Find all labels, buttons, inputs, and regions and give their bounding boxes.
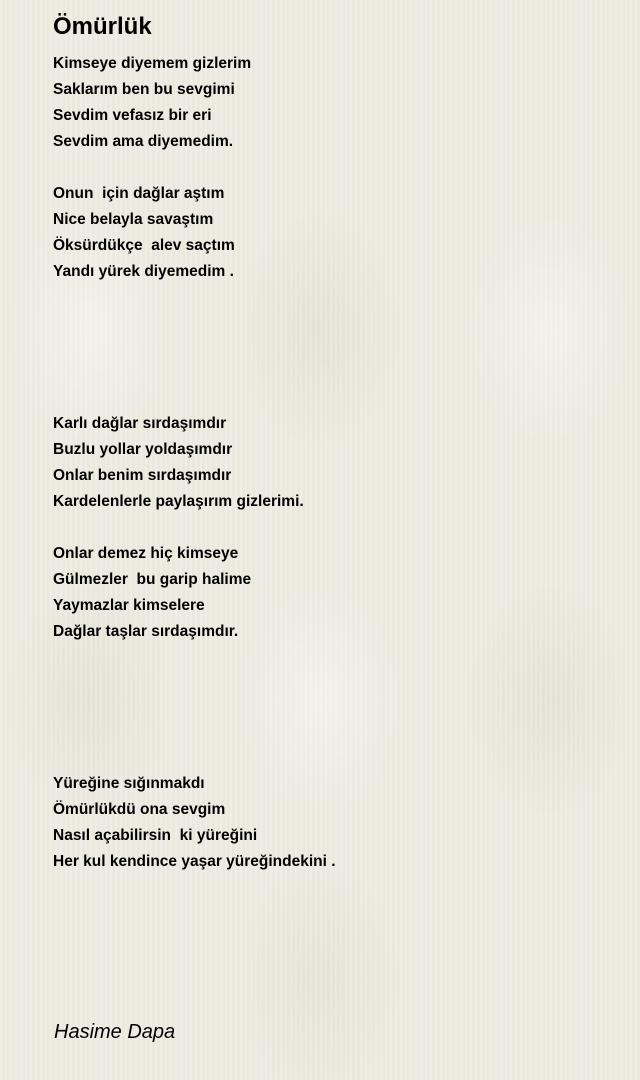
stanza <box>53 51 251 155</box>
poem-line: Ömürlükdü ona sevgim <box>53 801 226 818</box>
stanza <box>53 541 251 645</box>
poem-line: Saklarım ben bu sevgimi <box>53 81 235 98</box>
stanza <box>53 181 235 285</box>
poem-line: Onlar demez hiç kimseye <box>53 545 239 562</box>
poem-line: Sevdim vefasız bir eri <box>53 107 212 124</box>
poem-line: Her kul kendince yaşar yüreğindekini . <box>53 853 336 870</box>
poem-line: Buzlu yollar yoldaşımdır <box>53 441 233 458</box>
poem-line: Yaymazlar kimselere <box>53 597 205 614</box>
poem-line: Karlı dağlar sırdaşımdır <box>53 415 227 432</box>
poem-line: Yandı yürek diyemedim . <box>53 263 234 280</box>
poem-line: Onun için dağlar aştım <box>53 185 225 202</box>
stanza <box>53 411 304 515</box>
poem-line: Kimseye diyemem gizlerim <box>53 55 252 72</box>
poem-line: Gülmezler bu garip halime <box>53 571 252 588</box>
poem-line: Dağlar taşlar sırdaşımdır. <box>53 623 239 640</box>
poem-title: Ömürlük <box>53 13 152 40</box>
poem-line: Yüreğine sığınmakdı <box>53 775 205 792</box>
stanza <box>53 771 336 875</box>
poem-line: Onlar benim sırdaşımdır <box>53 467 232 484</box>
poem-author: Hasime Dapa <box>54 1021 176 1043</box>
poem-line: Nice belayla savaştım <box>53 211 214 228</box>
poem-line: Öksürdükçe alev saçtım <box>53 237 235 254</box>
poem-line: Nasıl açabilirsin ki yüreğini <box>53 827 258 844</box>
poem-line: Kardelenlerle paylaşırım gizlerimi. <box>53 493 304 510</box>
poem-line: Sevdim ama diyemedim. <box>53 133 234 150</box>
